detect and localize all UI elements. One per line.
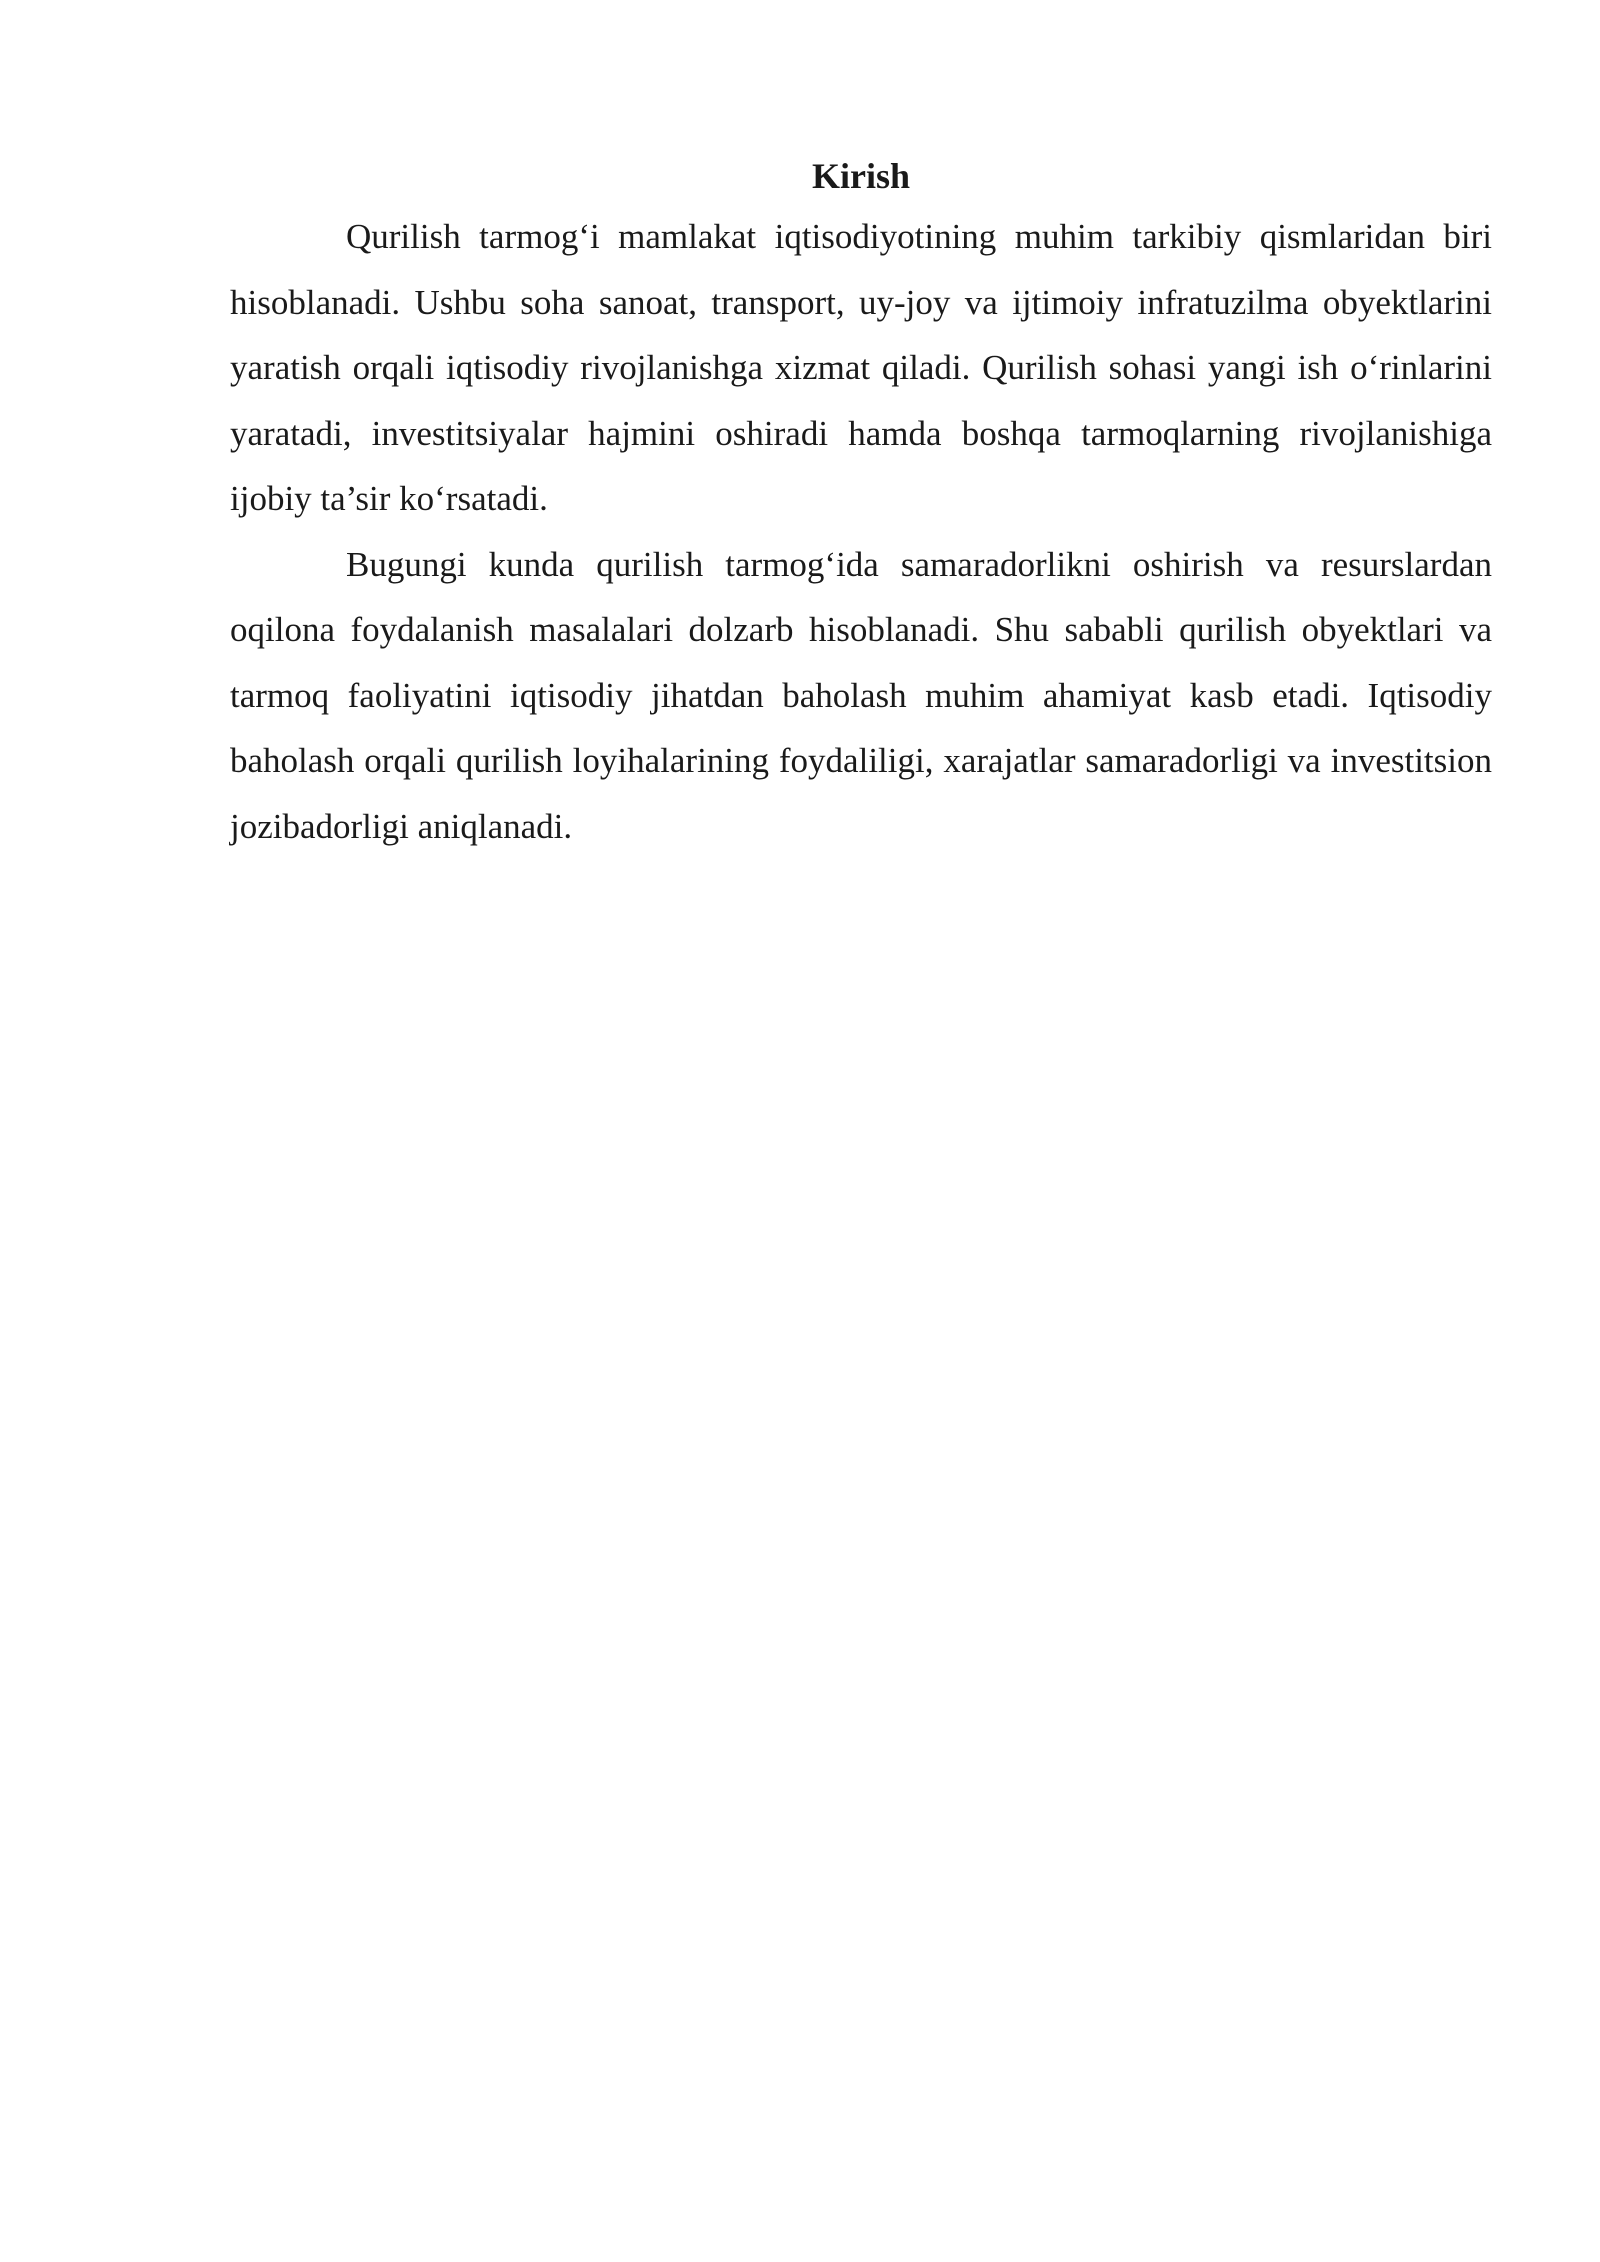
- section-title: Kirish: [811, 156, 910, 196]
- paragraph-1: Qurilish tarmog‘i mamlakat iqtisodiyotining muhim tarkibiy qismlaridan biri hisoblanadi. Ushbu soha sanoat, transport, uy-joy va ijtimoiy infratuzilma obyektlarini yaratish orqali iqtisodiy rivojlanishga xizmat qiladi. Qurilish sohasi yangi ish o‘rinlarini yaratadi, investitsiyalar hajmini oshiradi hamda boshqa tarmoqlarning rivojlanishiga ijobiy ta’sir ko‘rsatadi.: [230, 217, 1492, 518]
- paragraph-2: Bugungi kunda qurilish tarmog‘ida samaradorlikni oshirish va resurslardan oqilona foydalanish masalalari dolzarb hisoblanadi. Shu sababli qurilish obyektlari va tarmoq faoliyatini iqtisodiy jihatdan baholash muhim ahamiyat kasb etadi. Iqtisodiy baholash orqali qurilish loyihalarining foydaliligi, xarajatlar samaradorligi va investitsion jozibadorligi aniqlanadi.: [230, 544, 1492, 846]
- document-body: [230, 148, 1492, 859]
